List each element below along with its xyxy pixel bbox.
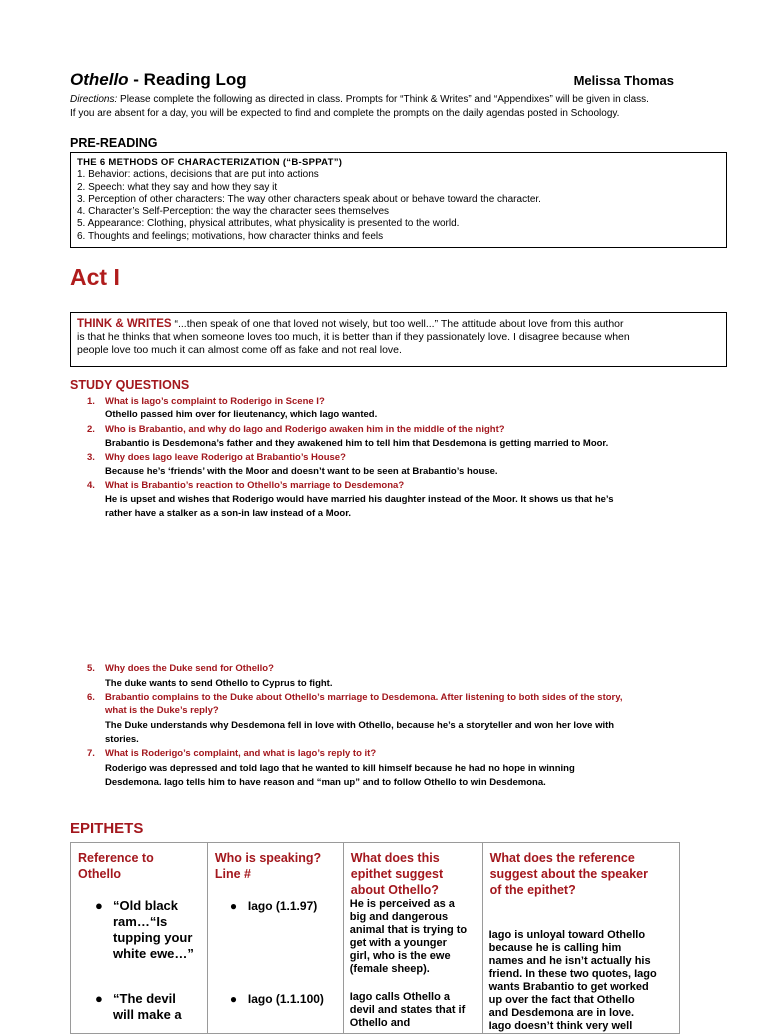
epithet-col-reference bbox=[71, 843, 208, 1034]
method-item: 1. Behavior: actions, decisions that are put into actions bbox=[77, 169, 319, 181]
header bbox=[70, 70, 710, 92]
answer-5: The duke wants to send Othello to Cyprus to fight. bbox=[105, 678, 333, 689]
col-header-reference: Reference to Othello bbox=[78, 851, 154, 881]
answer-2: Brabantio is Desdemona’s father and they awakened him to tell him that Desdemona is getting married to Moor. bbox=[105, 438, 609, 449]
study-questions-heading: STUDY QUESTIONS bbox=[70, 378, 190, 392]
answer-1: Othello passed him over for lieutenancy, which Iago wanted. bbox=[105, 409, 378, 420]
question-7: 7. What is Roderigo’s complaint, and what is Iago’s reply to it? bbox=[87, 748, 377, 759]
prereading-heading: PRE-READING bbox=[70, 136, 158, 150]
question-3: 3. Why does Iago leave Roderigo at Brabantio’s House? bbox=[87, 452, 346, 463]
author-name: Melissa Thomas bbox=[573, 73, 674, 88]
question-5: 5. Why does the Duke send for Othello? bbox=[87, 663, 274, 674]
answer-6: The Duke understands why Desdemona fell in love with Othello, because he’s a storyteller and won her love with stories. bbox=[105, 720, 615, 745]
bullet-icon: ● bbox=[229, 992, 238, 1006]
directions-label: Directions: bbox=[70, 94, 118, 105]
suggest-2: Iago calls Othello a devil and states that if Othello and bbox=[349, 991, 466, 1029]
title-italic: Othello bbox=[70, 70, 129, 89]
answer-3: Because he’s ‘friends’ with the Moor and doesn’t want to be seen at Brabantio’s house. bbox=[105, 466, 498, 477]
suggest-1: He is perceived as a big and dangerous animal that is trying to get with a younger girl, who is the ewe (female sheep). bbox=[349, 898, 468, 975]
answer-7: Roderigo was depressed and told Iago that he wanted to kill himself because he had no hope in winning Desdemona. Iago tells him to have reason and “man up” and to follow Othello to win Desdemona. bbox=[105, 763, 575, 788]
speaker-note: Iago is unloyal toward Othello because he is calling him names and he isn’t actually his friend. In these two quotes, Iago wants Brabantio to get worked up over the fact that Othello and Desdemona are in love. Iago doesn’t think very well bbox=[488, 929, 657, 1032]
characterization-box bbox=[70, 152, 727, 248]
question-6: 6. Brabantio complains to the Duke about Othello’s marriage to Desdemona. After listening to both sides of the story, what is the Duke’s reply? bbox=[87, 692, 623, 716]
method-item: 3. Perception of other characters: The way other characters speak about or behave toward the character. bbox=[77, 193, 541, 205]
method-item: 2. Speech: what they say and how they say it bbox=[77, 181, 278, 193]
question-2: 2. Who is Brabantio, and why do Iago and Roderigo awaken him in the middle of the night? bbox=[87, 424, 505, 435]
title-rest: - Reading Log bbox=[128, 70, 247, 89]
epithets-heading: EPITHETS bbox=[70, 820, 144, 837]
speaker-2: ● Iago (1.1.100) bbox=[229, 992, 324, 1006]
method-item: 4. Character’s Self-Perception: the way the character sees themselves bbox=[77, 206, 390, 218]
col-header-speaker-note: What does the reference suggest about the speaker of the epithet? bbox=[489, 851, 648, 897]
directions bbox=[70, 93, 730, 121]
col-header-speaker: Who is speaking? Line # bbox=[214, 851, 322, 881]
page-title bbox=[70, 70, 247, 90]
think-line-1: “...then speak of one that loved not wisely, but too well...” The attitude about love from this author bbox=[171, 318, 624, 330]
directions-line-2: If you are absent for a day, you will be expected to find and complete the prompts on the daily agendas posted in Schoology. bbox=[70, 108, 620, 119]
characterization-heading: THE 6 METHODS OF CHARACTERIZATION (“B-SPPAT”) bbox=[77, 157, 343, 168]
epithets-table bbox=[70, 842, 680, 1034]
act-title: Act I bbox=[70, 264, 120, 290]
directions-line-1: Please complete the following as directed in class. Prompts for “Think & Writes” and “Appendixes” will be given in class. bbox=[117, 94, 649, 105]
bullet-icon: ● bbox=[95, 898, 103, 913]
col-header-suggest: What does this epithet suggest about Othello? bbox=[350, 851, 444, 897]
think-line-3: people love too much it can almost come off as fake and not real love. bbox=[77, 344, 402, 356]
bullet-icon: ● bbox=[229, 899, 238, 913]
reference-1: ● “Old black ram…“Is tupping your white ewe…” bbox=[95, 898, 194, 961]
question-1: 1. What is Iago’s complaint to Roderigo in Scene I? bbox=[87, 396, 325, 407]
epithet-col-speaker bbox=[207, 843, 343, 1034]
speaker-1: ● Iago (1.1.97) bbox=[229, 899, 318, 913]
think-line-2: is that he thinks that when someone loves too much, it is better than if they passionately love. I disagree because when bbox=[77, 331, 630, 343]
epithet-col-speaker-note bbox=[482, 843, 679, 1034]
bullet-icon: ● bbox=[95, 991, 103, 1006]
think-writes-box bbox=[70, 312, 727, 367]
answer-4: He is upset and wishes that Roderigo would have married his daughter instead of the Moor. It shows us that he’s rather have a stalker as a son-in law instead of a Moor. bbox=[105, 494, 614, 519]
epithet-col-suggest bbox=[343, 843, 482, 1034]
question-4: 4. What is Brabantio’s reaction to Othello’s marriage to Desdemona? bbox=[87, 480, 405, 491]
method-item: 5. Appearance: Clothing, physical attributes, what physicality is presented to the world. bbox=[77, 218, 460, 230]
reference-2: ● “The devil will make a bbox=[95, 991, 182, 1022]
think-writes-label: THINK & WRITES bbox=[77, 318, 172, 330]
method-item: 6. Thoughts and feelings; motivations, how character thinks and feels bbox=[77, 230, 384, 242]
